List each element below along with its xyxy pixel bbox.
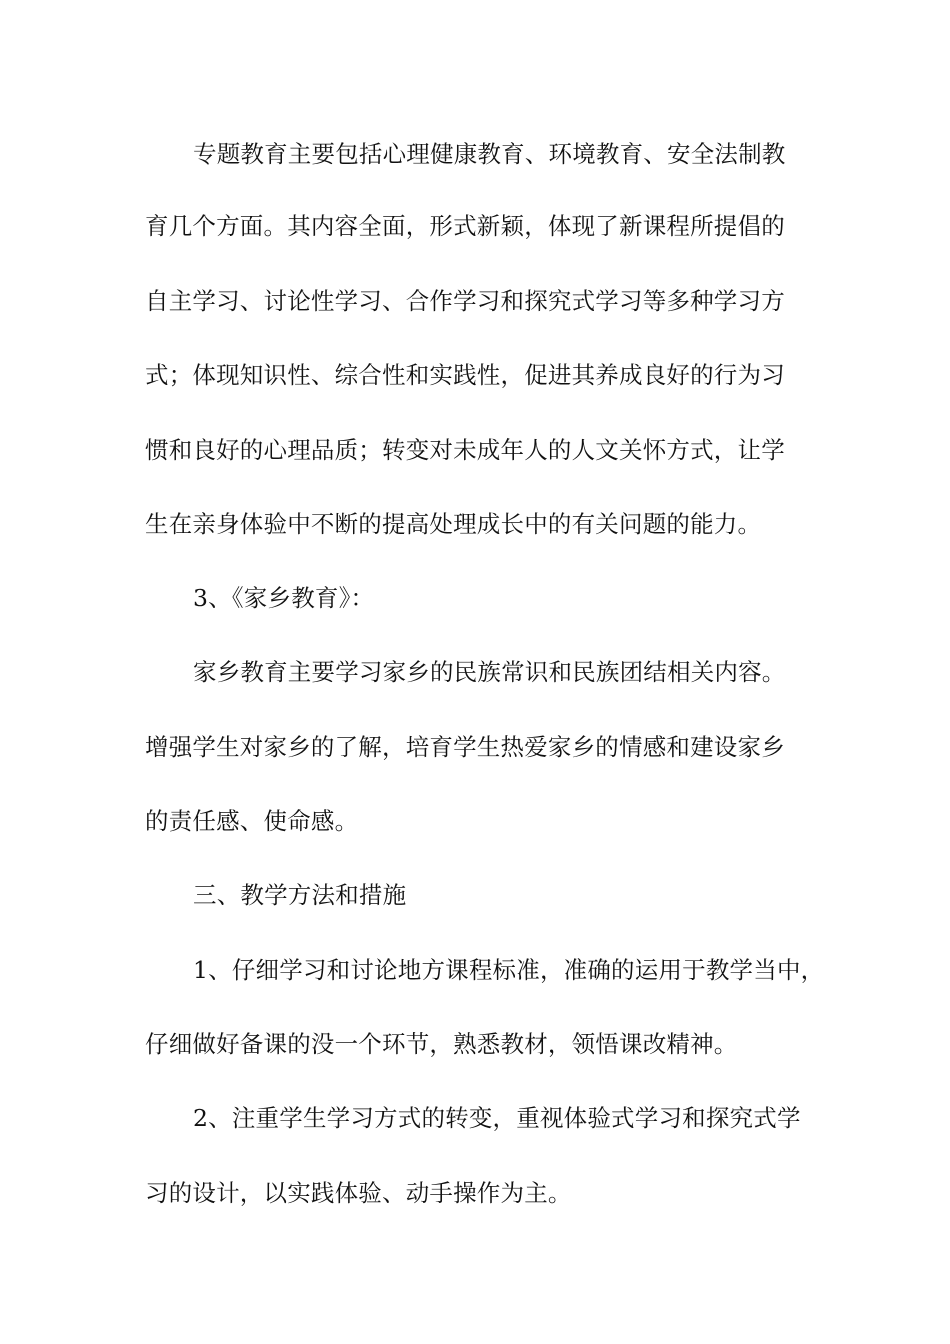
paragraph-line: 育几个方面。其内容全面，形式新颖，体现了新课程所提倡的 <box>145 212 785 240</box>
paragraph-line: 增强学生对家乡的了解，培育学生热爱家乡的情感和建设家乡 <box>145 733 785 761</box>
section-heading: 3、《家乡教育》： <box>193 584 375 612</box>
paragraph-line: 1、仔细学习和讨论地方课程标准，准确的运用于教学当中， <box>193 956 825 984</box>
paragraph-line: 惯和良好的心理品质；转变对未成年人的人文关怀方式，让学 <box>145 436 785 464</box>
paragraph-line: 专题教育主要包括心理健康教育、环境教育、安全法制教 <box>193 140 786 168</box>
paragraph-line: 生在亲身体验中不断的提高处理成长中的有关问题的能力。 <box>145 510 762 538</box>
paragraph-line: 习的设计，以实践体验、动手操作为主。 <box>145 1179 572 1207</box>
paragraph-line: 自主学习、讨论性学习、合作学习和探究式学习等多种学习方 <box>145 287 785 315</box>
paragraph-line: 家乡教育主要学习家乡的民族常识和民族团结相关内容。 <box>193 658 786 686</box>
paragraph-line: 式；体现知识性、综合性和实践性，促进其养成良好的行为习 <box>145 361 785 389</box>
paragraph-line: 的责任感、使命感。 <box>145 807 359 835</box>
paragraph-line: 仔细做好备课的没一个环节，熟悉教材，领悟课改精神。 <box>145 1030 738 1058</box>
paragraph-line: 2、注重学生学习方式的转变，重视体验式学习和探究式学 <box>193 1104 801 1132</box>
section-heading: 三、教学方法和措施 <box>193 881 407 909</box>
